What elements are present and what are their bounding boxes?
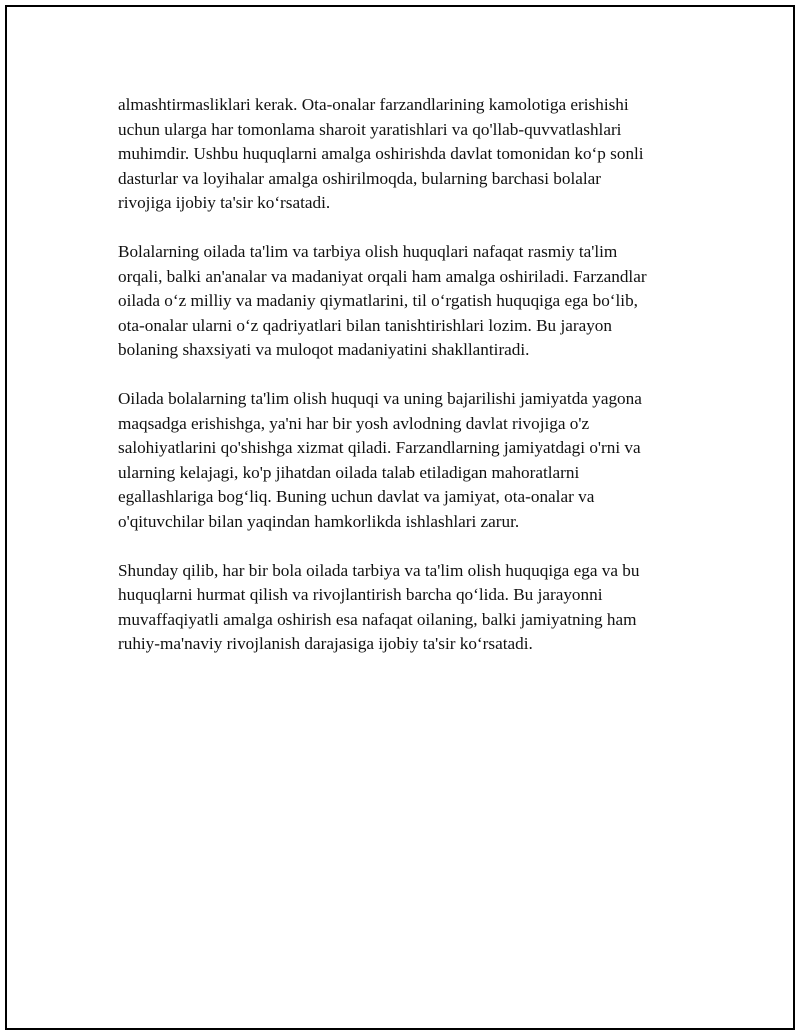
paragraph-4 [118,559,698,657]
text-line: orqali, balki an'analar va madaniyat orqali ham amalga oshiriladi. Farzandlar [118,266,647,286]
text-line: ota-onalar ularni o‘z qadriyatlari bilan tanishtirishlari lozim. Bu jarayon [118,315,612,335]
text-line: dasturlar va loyihalar amalga oshirilmoqda, bularning barchasi bolalar [118,168,601,188]
paragraph-2 [118,240,698,363]
text-line: maqsadga erishishga, ya'ni har bir yosh avlodning davlat rivojiga o'z [118,413,590,433]
text-line: ularning kelajagi, ko'p jihatdan oilada talab etiladigan mahoratlarni [118,462,580,482]
paragraph-3 [118,387,698,534]
text-line: bolaning shaxsiyati va muloqot madaniyatini shakllantiradi. [118,340,530,359]
document-body [118,93,698,681]
text-line: Oilada bolalarning ta'lim olish huquqi va uning bajarilishi jamiyatda yagona [118,389,642,408]
text-line: almashtirmasliklari kerak. Ota-onalar farzandlarining kamolotiga erishishi [118,95,629,114]
text-line: huquqlarni hurmat qilish va rivojlantirish barcha qo‘lida. Bu jarayonni [118,585,603,604]
text-line: o'qituvchilar bilan yaqindan hamkorlikda ishlashlari zarur. [118,511,520,531]
text-line: uchun ularga har tomonlama sharoit yaratishlari va qo'llab-quvvatlashlari [118,119,622,139]
text-line: oilada o‘z milliy va madaniy qiymatlarini, til o‘rgatish huquqiga ega bo‘lib, [118,291,638,310]
text-line: salohiyatlarini qo'shishga xizmat qiladi. Farzandlarning jamiyatdagi o'rni va [118,438,641,457]
text-line: ruhiy-ma'naviy rivojlanish darajasiga ijobiy ta'sir ko‘rsatadi. [118,634,533,653]
text-line: muhimdir. Ushbu huquqlarni amalga oshirishda davlat tomonidan ko‘p sonli [118,144,644,163]
text-line: muvaffaqiyatli amalga oshirish esa nafaqat oilaning, balki jamiyatning ham [118,609,637,629]
text-line: Shunday qilib, har bir bola oilada tarbiya va ta'lim olish huquqiga ega va bu [118,560,640,580]
text-line: rivojiga ijobiy ta'sir ko‘rsatadi. [118,193,331,212]
text-line: egallashlariga bog‘liq. Buning uchun davlat va jamiyat, ota-onalar va [118,487,595,506]
paragraph-1 [118,93,698,216]
text-line: Bolalarning oilada ta'lim va tarbiya olish huquqlari nafaqat rasmiy ta'lim [118,242,618,261]
